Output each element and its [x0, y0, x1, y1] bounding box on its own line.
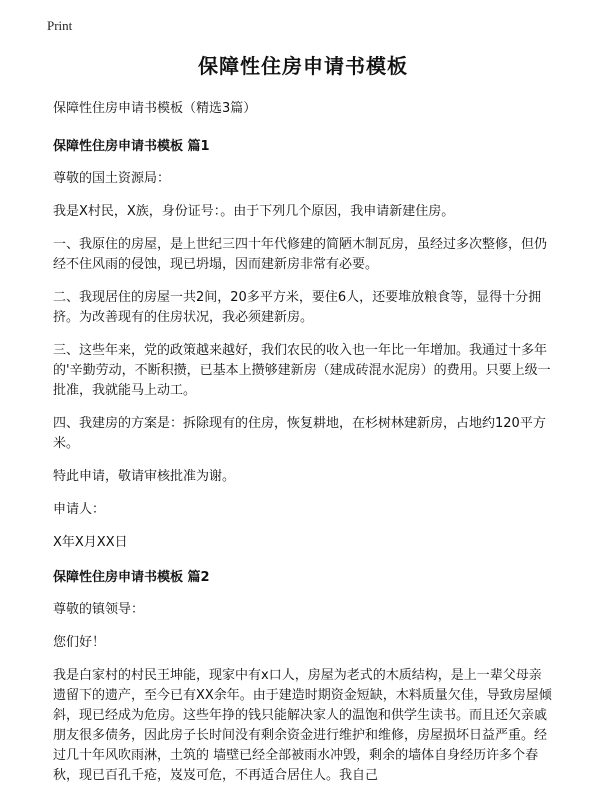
paragraph: 一、我原住的房屋，是上世纪三四十年代修建的简陋木制瓦房，虽经过多次整修，但仍经不住风雨的侵蚀，现已坍塌，因而建新房非常有必要。 — [53, 237, 548, 272]
paragraph: 尊敬的镇领导： — [53, 602, 145, 617]
paragraph: 二、我现居住的房屋一共2间，20多平方米，要住6人，还要堆放粮食等，显得十分拥挤。为改善现有的住房状况，我必须建新房。 — [53, 290, 542, 325]
paragraph: 四、我建房的方案是：拆除现有的住房，恢复耕地，在杉树林建新房，占地约120平方米。 — [53, 416, 546, 451]
paragraph: 我是X村民，X族，身份证号：。由于下列几个原因，我申请新建住房。 — [53, 204, 455, 219]
document-subtitle: 保障性住房申请书模板（精选3篇） — [53, 101, 257, 116]
section-heading-1: 保障性住房申请书模板 篇1 — [53, 139, 210, 154]
applicant-label: 申请人： — [53, 502, 106, 517]
date-line: X年X月XX日 — [53, 535, 128, 550]
document-body — [53, 50, 553, 799]
paragraph: 我是白家村的村民王坤能，现家中有x口人，房屋为老式的木质结构，是上一辈父母亲遗留下的遗产，至今已有XX余年。由于建造时期资金短缺，木料质量欠佳，导致房屋倾斜，现已经成为危房。这些年挣的钱只能解决家人的温饱和供学生读书。而且还欠亲戚朋友很多债务，因此房子长时间没有剩余资金进行维护和维修，房屋损坏日益严重。经过几十年风吹雨淋，土筑的 墙壁已经全部被雨水冲毁，剩余的墙体自身经历许多个春秋，现已百孔千疮，岌岌可危，不再适合居住人。我自己 — [53, 668, 552, 783]
print-link[interactable]: Print — [47, 18, 73, 33]
paragraph: 您们好！ — [53, 635, 106, 650]
paragraph: 特此申请，敬请审核批准为谢。 — [53, 469, 236, 484]
paragraph: 三、这些年来，党的政策越来越好，我们农民的收入也一年比一年增加。我通过十多年的'辛勤劳动，不断积攒，已基本上攒够建新房（建成砖混水泥房）的费用。只要上级一批准，我就能马上动工。 — [53, 343, 551, 398]
page-title: 保障性住房申请书模板 — [198, 54, 408, 78]
section-heading-2: 保障性住房申请书模板 篇2 — [53, 570, 210, 585]
paragraph: 尊敬的国土资源局： — [53, 171, 171, 186]
